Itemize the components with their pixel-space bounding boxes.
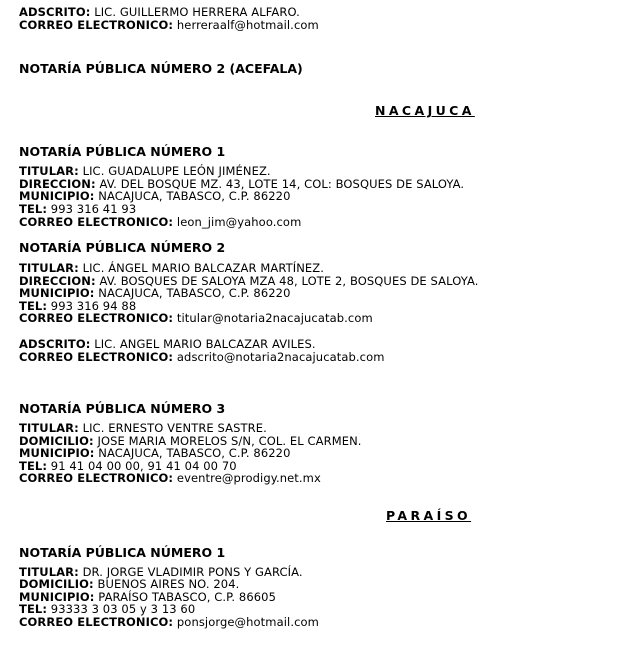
titular-label: TITULAR: [19, 421, 79, 435]
correo-label: CORREO ELECTRONICO: [19, 615, 174, 629]
nacajuca-n2-adscrito-correo [19, 351, 385, 364]
city-title-nacajuca: NACAJUCA [375, 103, 475, 118]
titular-label: TITULAR: [19, 565, 79, 579]
notaria-2-acefala-heading: NOTARÍA PÚBLICA NÚMERO 2 (ACEFALA) [19, 61, 303, 76]
adscrito-label: ADSCRITO: [19, 337, 91, 351]
tel-value: 993 316 41 93 [50, 202, 137, 216]
nacajuca-n2-heading: NOTARÍA PÚBLICA NÚMERO 2 [19, 240, 226, 255]
tel-label: TEL: [19, 602, 48, 616]
nacajuca-n3-heading: NOTARÍA PÚBLICA NÚMERO 3 [19, 401, 226, 416]
correo-value: titular@notaria2nacajucatab.com [176, 311, 373, 325]
municipio-value: NACAJUCA, TABASCO, C.P. 86220 [98, 446, 291, 460]
tel-label: TEL: [19, 299, 48, 313]
direccion-value: AV. BOSQUES DE SALOYA MZA 48, LOTE 2, BOSQUES DE SALOYA. [99, 274, 479, 288]
domicilio-label: DOMICILIO: [19, 434, 94, 448]
correo-value: eventre@prodigy.net.mx [176, 471, 321, 485]
correo-label: CORREO ELECTRONICO: [19, 311, 174, 325]
adscrito-value: LIC. GUILLERMO HERRERA ALFARO. [94, 5, 300, 19]
correo-line [19, 19, 319, 32]
paraiso-n1-correo [19, 616, 319, 629]
adscrito-value: LIC. ANGEL MARIO BALCAZAR AVILES. [94, 337, 316, 351]
titular-value: LIC. ÁNGEL MARIO BALCAZAR MARTÍNEZ. [82, 261, 325, 275]
nacajuca-n3-correo [19, 472, 321, 485]
municipio-value: NACAJUCA, TABASCO, C.P. 86220 [98, 189, 291, 203]
municipio-label: MUNICIPIO: [19, 286, 95, 300]
nacajuca-n1-correo [19, 216, 301, 229]
domicilio-label: DOMICILIO: [19, 577, 94, 591]
city-title-paraiso: PARAÍSO [386, 508, 472, 523]
titular-value: DR. JORGE VLADIMIR PONS Y GARCÍA. [82, 565, 303, 579]
correo-value: adscrito@notaria2nacajucatab.com [176, 350, 385, 364]
nacajuca-n1-heading: NOTARÍA PÚBLICA NÚMERO 1 [19, 144, 226, 159]
tel-label: TEL: [19, 459, 48, 473]
municipio-value: PARAÍSO TABASCO, C.P. 86605 [98, 590, 276, 604]
adscrito-label: ADSCRITO: [19, 5, 91, 19]
municipio-value: NACAJUCA, TABASCO, C.P. 86220 [98, 286, 291, 300]
titular-label: TITULAR: [19, 164, 79, 178]
correo-value: herreraalf@hotmail.com [176, 18, 319, 32]
municipio-label: MUNICIPIO: [19, 446, 95, 460]
direccion-label: DIRECCION: [19, 274, 96, 288]
titular-label: TITULAR: [19, 261, 79, 275]
titular-value: LIC. ERNESTO VENTRE SASTRE. [82, 421, 267, 435]
municipio-label: MUNICIPIO: [19, 590, 95, 604]
nacajuca-n2-correo [19, 312, 373, 325]
tel-label: TEL: [19, 202, 48, 216]
municipio-label: MUNICIPIO: [19, 189, 95, 203]
correo-value: ponsjorge@hotmail.com [176, 615, 319, 629]
titular-value: LIC. GUADALUPE LEÓN JIMÉNEZ. [82, 164, 271, 178]
correo-label: CORREO ELECTRONICO: [19, 471, 174, 485]
domicilio-value: BUENOS AIRES NO. 204. [97, 577, 240, 591]
tel-value: 993 316 94 88 [50, 299, 137, 313]
correo-label: CORREO ELECTRONICO: [19, 350, 174, 364]
tel-value: 91 41 04 00 00, 91 41 04 00 70 [50, 459, 237, 473]
correo-value: leon_jim@yahoo.com [176, 215, 302, 229]
tel-value: 93333 3 03 05 y 3 13 60 [50, 602, 196, 616]
correo-label: CORREO ELECTRONICO: [19, 18, 174, 32]
paraiso-n1-heading: NOTARÍA PÚBLICA NÚMERO 1 [19, 545, 226, 560]
domicilio-value: JOSE MARIA MORELOS S/N, COL. EL CARMEN. [97, 434, 362, 448]
correo-label: CORREO ELECTRONICO: [19, 215, 174, 229]
direccion-label: DIRECCION: [19, 177, 96, 191]
direccion-value: AV. DEL BOSQUE MZ. 43, LOTE 14, COL: BOSQUES DE SALOYA. [99, 177, 465, 191]
